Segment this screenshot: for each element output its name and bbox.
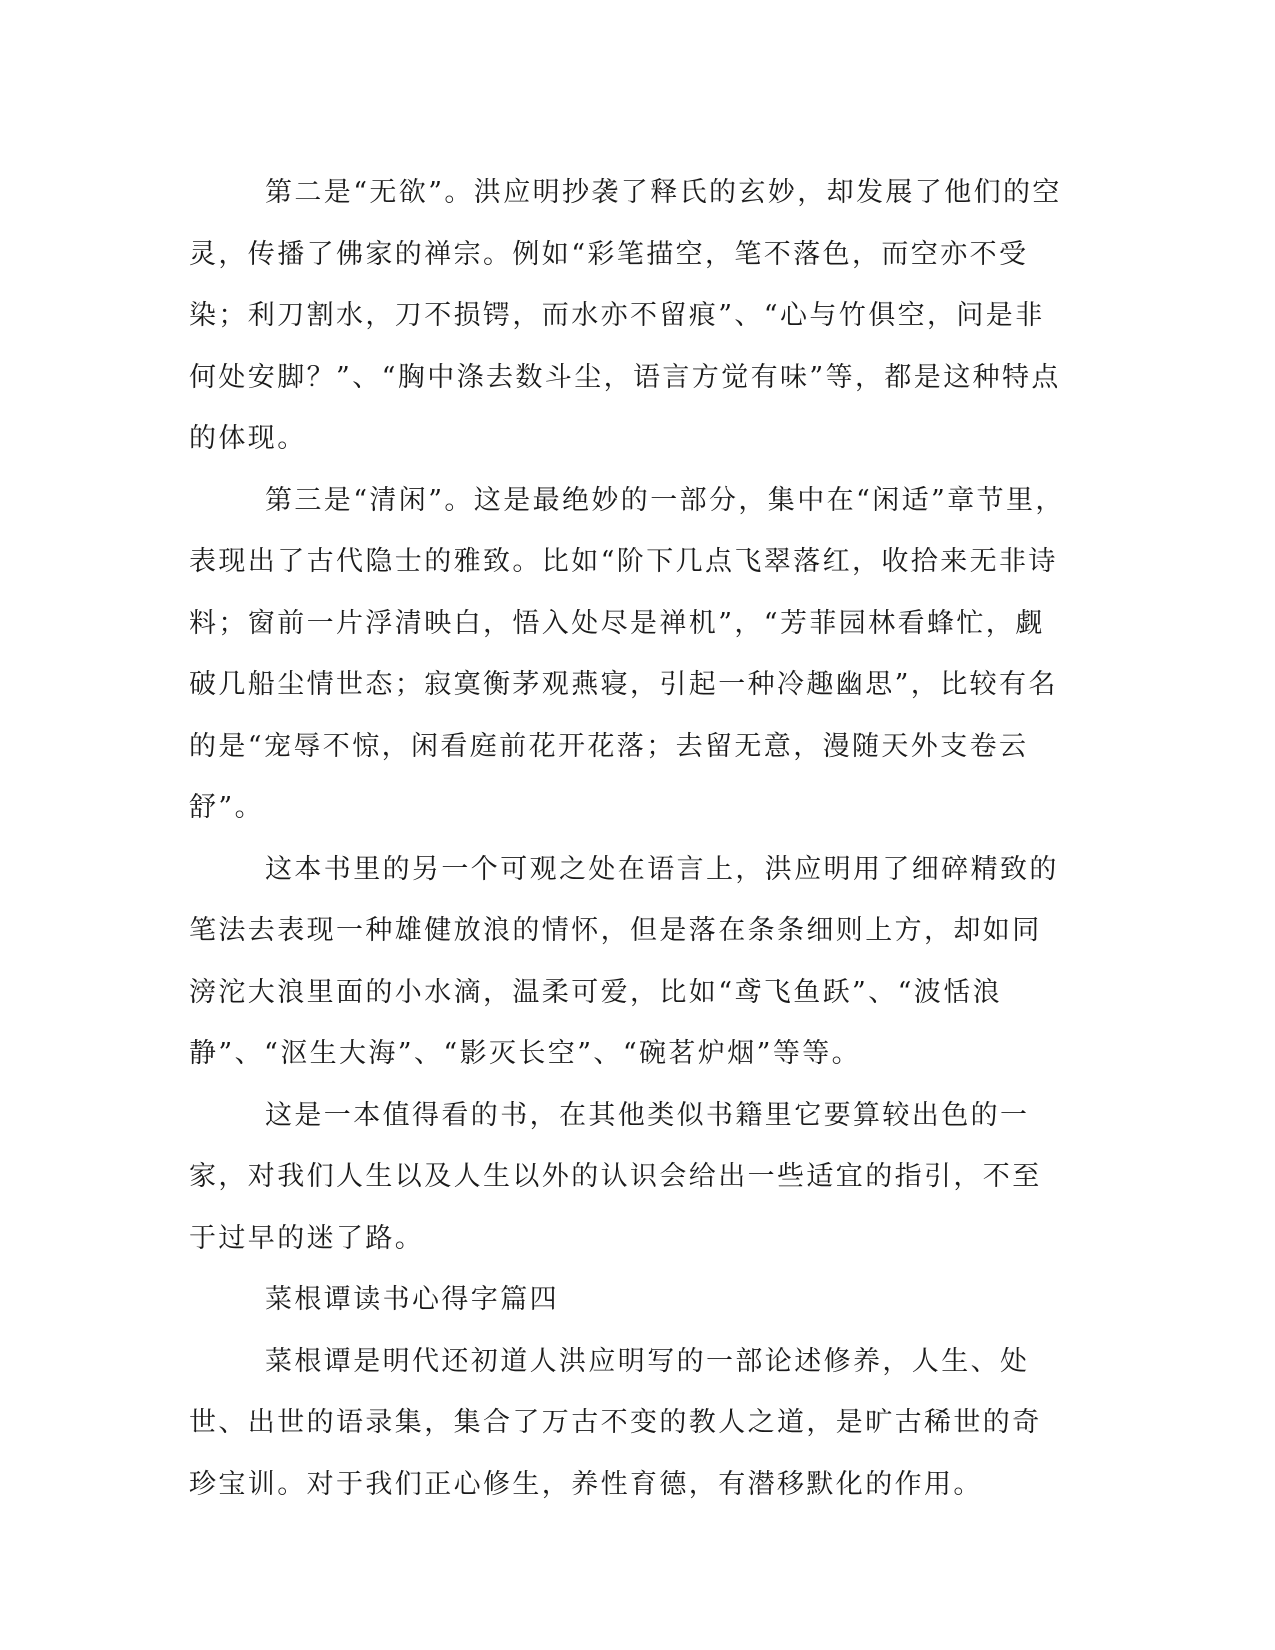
document-body (189, 162, 1069, 1515)
paragraph-introduction: 菜根谭是明代还初道人洪应明写的一部论述修养，人生、处世、出世的语录集，集合了万古不变的教人之道，是旷古稀世的奇珍宝训。对于我们正心修生，养性育德，有潜移默化的作用。 (189, 1345, 1042, 1500)
paragraph-qingxian: 第三是“清闲”。这是最绝妙的一部分，集中在“闲适”章节里，表现出了古代隐士的雅致。比如“阶下几点飞翠落红，收拾来无非诗料；窗前一片浮清映白，悟入处尽是禅机”，“芳菲园林看蜂忙，觑破几船尘情世态；寂寞衡茅观燕寝，引起一种冷趣幽思”，比较有名的是“宠辱不惊，闲看庭前花开花落；去留无意，漫随天外支卷云舒”。 (189, 484, 1065, 823)
paragraph-recommendation: 这是一本值得看的书，在其他类似书籍里它要算较出色的一家，对我们人生以及人生以外的认识会给出一些适宜的指引，不至于过早的迷了路。 (189, 1099, 1042, 1254)
paragraph-language: 这本书里的另一个可观之处在语言上，洪应明用了细碎精致的笔法去表现一种雄健放浪的情怀，但是落在条条细则上方，却如同滂沱大浪里面的小水滴，温柔可爱，比如“鸢飞鱼跃”、“波恬浪静”、“沤生大海”、“影灭长空”、“碗茗炉烟”等等。 (189, 853, 1059, 1069)
section-heading: 菜根谭读书心得字篇四 (265, 1284, 559, 1315)
paragraph-wuyu: 第二是“无欲”。洪应明抄袭了释氏的玄妙，却发展了他们的空灵，传播了佛家的禅宗。例如“彩笔描空，笔不落色，而空亦不受染；利刀割水，刀不损锷，而水亦不留痕”、“心与竹俱空，问是非何处安脚？”、“胸中涤去数斗尘，语言方觉有味”等，都是这种特点的体现。 (189, 177, 1062, 454)
